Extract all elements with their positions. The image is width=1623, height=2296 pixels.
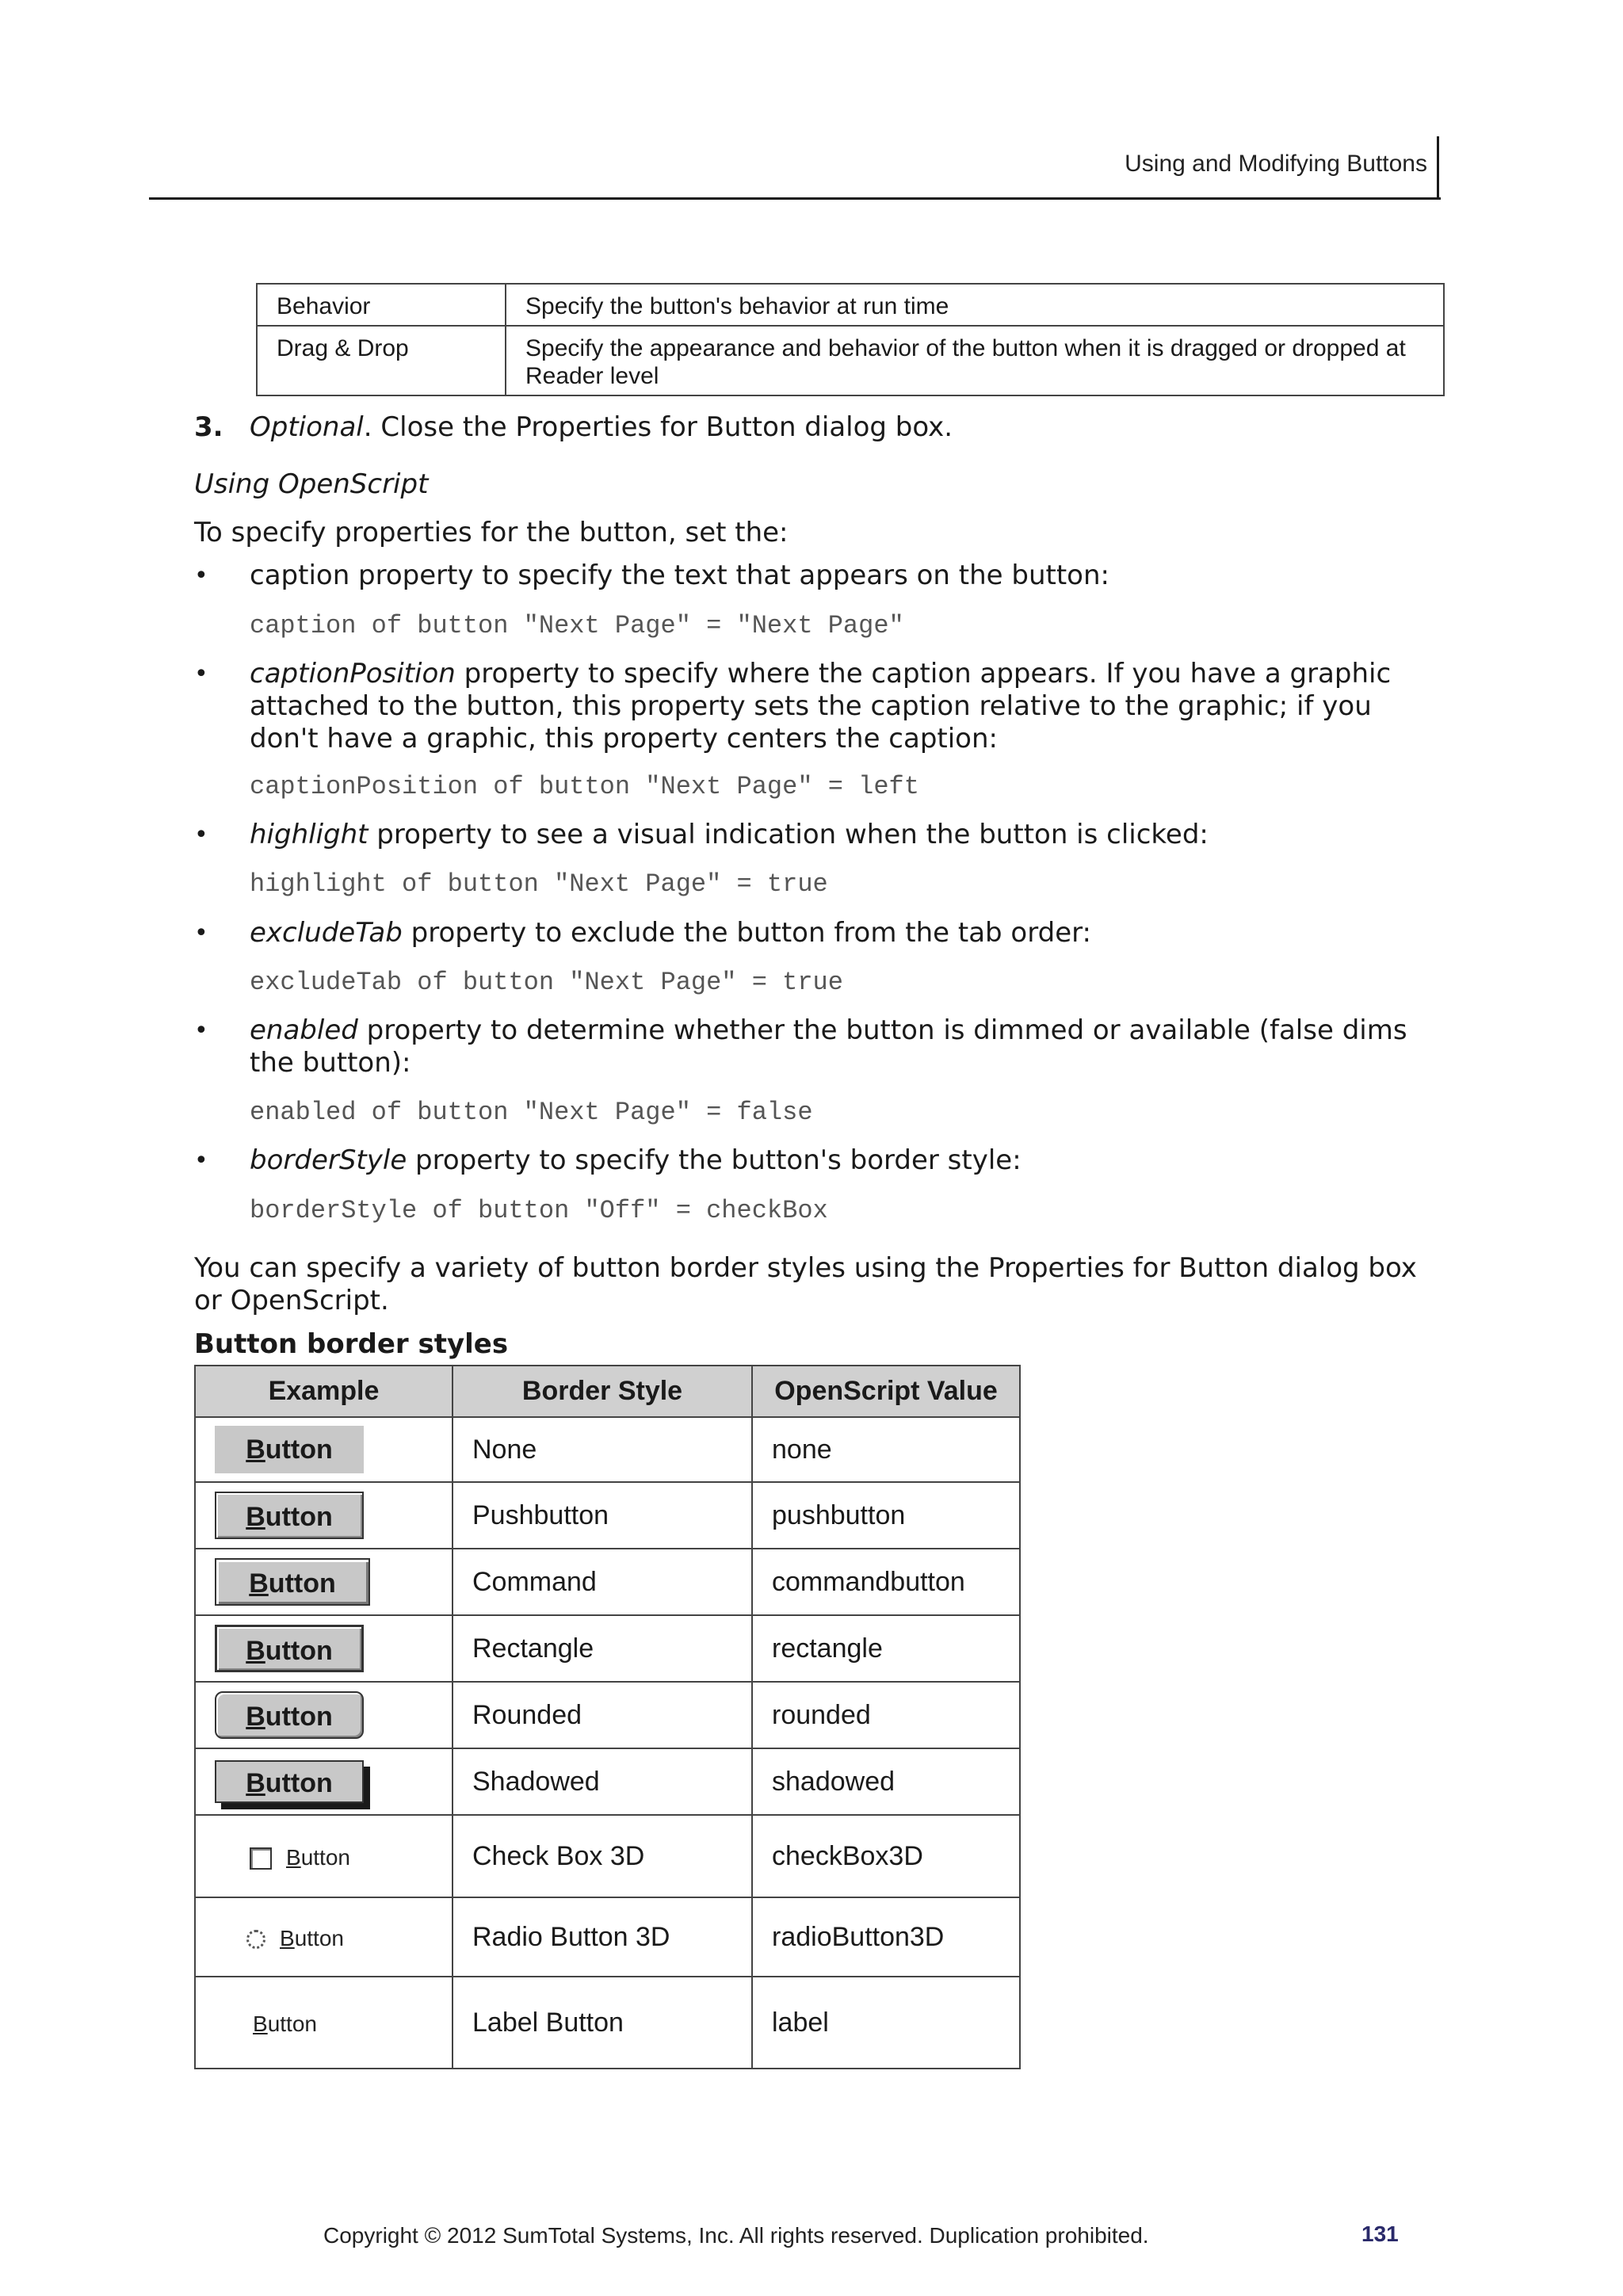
- example-cell: [195, 1748, 453, 1815]
- code-line: highlight of button "Next Page" = true: [250, 869, 828, 899]
- example-cell: [195, 1417, 453, 1482]
- table-row: [195, 1977, 1020, 2069]
- bullet-desc: property to see a visual indication when the button is clicked:: [368, 819, 1209, 850]
- bullet-prop: enabled: [250, 1014, 358, 1046]
- running-header: Using and Modifying Buttons: [1125, 151, 1427, 177]
- bullet-glyph: •: [194, 1147, 208, 1175]
- footer-copyright: Copyright © 2012 SumTotal Systems, Inc. All rights reserved. Duplication prohibited.: [323, 2223, 1149, 2248]
- bullet-prop: captionPosition: [250, 658, 456, 690]
- table-row: [257, 284, 1444, 326]
- bullet-text: [250, 819, 1423, 851]
- example-checkbox-3d: Button: [250, 1845, 350, 1870]
- openscript-value-cell: checkBox3D: [752, 1815, 1020, 1897]
- openscript-value-cell: pushbutton: [752, 1482, 1020, 1549]
- example-cell: [195, 1615, 453, 1682]
- example-button-rectangle: Button: [215, 1625, 364, 1672]
- table-header-row: [195, 1366, 1020, 1417]
- bullet-glyph: •: [194, 660, 208, 688]
- bullet-desc: property to specify the button's border style:: [407, 1144, 1022, 1176]
- bullet-text: [250, 658, 1423, 755]
- section-subheading: Using OpenScript: [194, 468, 429, 500]
- table-cell-desc: Specify the button's behavior at run time: [506, 284, 1444, 326]
- bullet-prop: borderStyle: [250, 1144, 407, 1176]
- bullet-glyph: •: [194, 562, 208, 590]
- table-cell-desc: Specify the appearance and behavior of the button when it is dragged or dropped at Reader level: [506, 326, 1444, 395]
- example-button-command: Button: [215, 1558, 370, 1606]
- border-style-cell: Rounded: [453, 1682, 752, 1748]
- example-label-button: Button: [253, 2011, 317, 2036]
- step-optional: Optional: [250, 411, 364, 443]
- table-row: [195, 1815, 1020, 1897]
- table-row: [195, 1549, 1020, 1615]
- example-button-shadowed: Button: [215, 1760, 364, 1803]
- bullet-desc: property to determine whether the button is dimmed or available (false dims the button):: [250, 1014, 1407, 1079]
- bullet-text: [250, 917, 1423, 949]
- openscript-value-cell: commandbutton: [752, 1549, 1020, 1615]
- table-row: [195, 1682, 1020, 1748]
- radio-icon: [246, 1930, 265, 1949]
- code-line: borderStyle of button "Off" = checkBox: [250, 1196, 828, 1225]
- bullet-prop: excludeTab: [250, 917, 403, 949]
- step-body: . Close the Properties for Button dialog box.: [363, 411, 953, 443]
- table-row: [195, 1897, 1020, 1977]
- col-header-example: Example: [195, 1366, 453, 1417]
- border-style-cell: Rectangle: [453, 1615, 752, 1682]
- bullet-desc: property to exclude the button from the tab order:: [402, 917, 1091, 949]
- page-number: 131: [1361, 2222, 1399, 2246]
- table-row: [195, 1615, 1020, 1682]
- example-button-pushbutton: Button: [215, 1492, 364, 1539]
- border-style-cell: Shadowed: [453, 1748, 752, 1815]
- table-row: [195, 1482, 1020, 1549]
- code-line: captionPosition of button "Next Page" = left: [250, 772, 919, 801]
- table-row: [257, 326, 1444, 395]
- step-text: [250, 411, 953, 444]
- openscript-value-cell: label: [752, 1977, 1020, 2069]
- bullet-prop: highlight: [250, 819, 369, 850]
- example-cell: [195, 1897, 453, 1977]
- bullet-text: [250, 1014, 1423, 1079]
- bullet-glyph: •: [194, 1017, 208, 1045]
- border-style-cell: Command: [453, 1549, 752, 1615]
- table-row: [195, 1748, 1020, 1815]
- step-number: 3.: [194, 411, 223, 443]
- border-style-cell: Label Button: [453, 1977, 752, 2069]
- col-header-border-style: Border Style: [453, 1366, 752, 1417]
- bullet-desc: property to specify where the caption appears. If you have a graphic attached to the button, this property sets the caption relative to the graphic; if you don't have a graphic, this property centers the caption:: [250, 658, 1392, 755]
- border-style-cell: None: [453, 1417, 752, 1482]
- intro-text: To specify properties for the button, set the:: [194, 517, 789, 548]
- header-vertical-rule: [1437, 136, 1439, 200]
- table-cell-name: Behavior: [257, 284, 506, 326]
- border-styles-table: [194, 1365, 1021, 2069]
- bullet-text: [250, 1144, 1423, 1177]
- border-style-cell: Check Box 3D: [453, 1815, 752, 1897]
- code-line: enabled of button "Next Page" = false: [250, 1098, 813, 1127]
- checkbox-icon: [250, 1847, 272, 1870]
- col-header-openscript-value: OpenScript Value: [752, 1366, 1020, 1417]
- table-row: [195, 1417, 1020, 1482]
- code-line: excludeTab of button "Next Page" = true: [250, 968, 843, 997]
- openscript-value-cell: rectangle: [752, 1615, 1020, 1682]
- openscript-value-cell: rounded: [752, 1682, 1020, 1748]
- bullet-text: [250, 560, 1423, 592]
- example-button-rounded: Button: [215, 1691, 364, 1739]
- border-style-cell: Radio Button 3D: [453, 1897, 752, 1977]
- example-cell: [195, 1977, 453, 2069]
- variety-paragraph: You can specify a variety of button border styles using the Properties for Button dialog box or OpenScript.: [194, 1252, 1417, 1316]
- example-cell: [195, 1815, 453, 1897]
- code-line: caption of button "Next Page" = "Next Page": [250, 611, 904, 640]
- example-cell: [195, 1482, 453, 1549]
- table-caption: Button border styles: [194, 1328, 509, 1360]
- example-cell: [195, 1682, 453, 1748]
- bullet-desc: caption property to specify the text that appears on the button:: [250, 560, 1109, 591]
- example-radio-3d: Button: [246, 1926, 344, 1950]
- openscript-value-cell: radioButton3D: [752, 1897, 1020, 1977]
- openscript-value-cell: none: [752, 1417, 1020, 1482]
- table-cell-name: Drag & Drop: [257, 326, 506, 395]
- example-cell: [195, 1549, 453, 1615]
- bullet-glyph: •: [194, 919, 208, 947]
- example-button-none: Button: [215, 1426, 364, 1473]
- openscript-value-cell: shadowed: [752, 1748, 1020, 1815]
- properties-tabs-table: [256, 283, 1445, 396]
- bullet-glyph: •: [194, 821, 208, 849]
- border-style-cell: Pushbutton: [453, 1482, 752, 1549]
- header-rule: [149, 197, 1441, 200]
